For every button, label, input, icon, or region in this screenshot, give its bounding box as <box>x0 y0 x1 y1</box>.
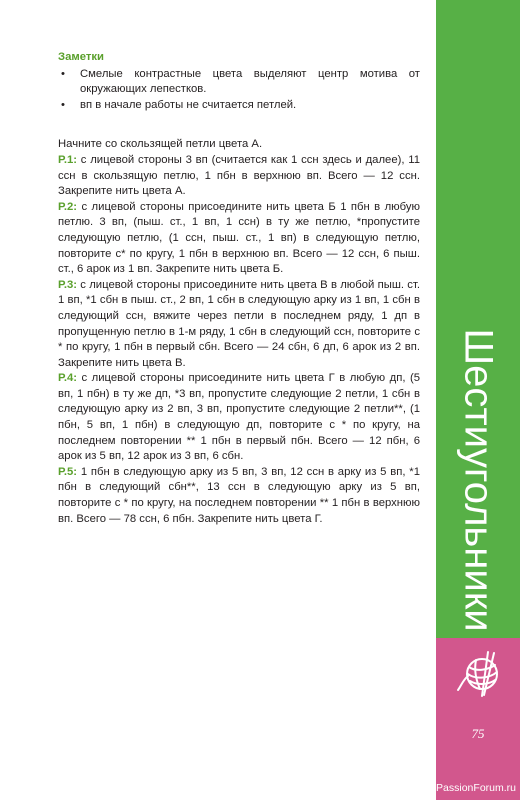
pattern-row <box>58 200 420 278</box>
pattern-row <box>58 153 420 200</box>
yarn-ball-icon <box>454 650 504 698</box>
chapter-title: Шестиугольники <box>456 328 501 632</box>
row-text: с лицевой стороны 3 вп (считается как 1 ссн здесь и далее), 11 ссн в скользящую петлю, 1 пбн в верхнюю вп. Всего — 12 ссн. Закрепите нить цвета А. <box>58 153 420 198</box>
notes-title: Заметки <box>58 51 104 63</box>
page-number: 75 <box>471 726 485 741</box>
intro-line: Начните со скользящей петли цвета А. <box>58 138 263 151</box>
row-label: Р.3: <box>58 278 78 291</box>
bullet-icon: • <box>61 98 65 111</box>
notes-item-text: Смелые контрастные цвета выделяют центр мотива от окружающих лепестков. <box>80 67 420 96</box>
row-text: с лицевой стороны присоедините нить цвета Г в любую дп, (5 вп, 1 пбн) в ту же дп, *3 вп, пропустите следующие 2 петли, 1 сбн в следующую арку из 2 вп, 3 вп, пропустите следующие 2 петли**, (1 пбн, 5 вп, 1 пбн) в следующую дп, повторите с * по кругу, на последнем повторении ** 1 пбн в первый пбн. Всего — 12 пбн, 6 арок из 5 вп, 12 арок из 3 вп, 6 сбн. <box>58 372 420 463</box>
pattern-row <box>58 278 420 372</box>
page-footer-block <box>436 638 520 800</box>
row-text: с лицевой стороны присоедините нить цвета В в любой пыш. ст. 1 вп, *1 сбн в пыш. ст., 2 вп, 1 сбн в следующую арку из 1 вп, 1 сбн в следующий ссн, вяжите через петли в последнем ряду, 1 дп в пропущенную петлю в 1-м ряду, 1 сбн в следующий ссн, повторите с * по кругу, 1 пбн в первый сбн. Всего — 24 сбн, 6 дп, 6 арок из 2 вп. Закрепите нить цвета В. <box>58 278 420 369</box>
row-label: Р.5: <box>58 465 78 478</box>
notes-item <box>58 98 420 114</box>
chapter-tab <box>436 0 520 638</box>
row-label: Р.2: <box>58 200 78 213</box>
notes-item <box>58 67 420 98</box>
row-text: 1 пбн в следующую арку из 5 вп, 3 вп, 12 ссн в арку из 5 вп, *1 пбн в следующий сбн**, 13 ссн в следующую арку из 5 вп, повторите с * по кругу, на последнем повторении ** 1 пбн в верхнюю вп. Всего — 78 ссн, 6 пбн. Закрепите нить цвета Г. <box>58 465 420 525</box>
row-text: с лицевой стороны присоедините нить цвета Б 1 пбн в любую петлю. 3 вп, (пыш. ст., 1 вп, 1 ссн) в ту же петлю, *пропустите следующую петлю, (1 ссн, пыш. ст., 1 вп) в следующую петлю, повторите с* по кругу, 1 пбн в верхнюю вп. Всего — 12 ссн, 6 пыш. ст., 6 арок из 1 вп. Закрепите нить цвета Б. <box>58 200 420 276</box>
pattern-row <box>58 371 420 465</box>
notes-box <box>58 50 420 113</box>
watermark: PassionForum.ru <box>436 782 516 794</box>
notes-item-text: вп в начале работы не считается петлей. <box>80 98 297 111</box>
chapter-sidebar <box>436 0 520 800</box>
pattern-row <box>58 465 420 527</box>
row-label: Р.1: <box>58 153 78 166</box>
notes-list <box>58 67 420 114</box>
main-text <box>58 50 420 527</box>
row-label: Р.4: <box>58 372 78 385</box>
bullet-icon: • <box>61 67 65 80</box>
